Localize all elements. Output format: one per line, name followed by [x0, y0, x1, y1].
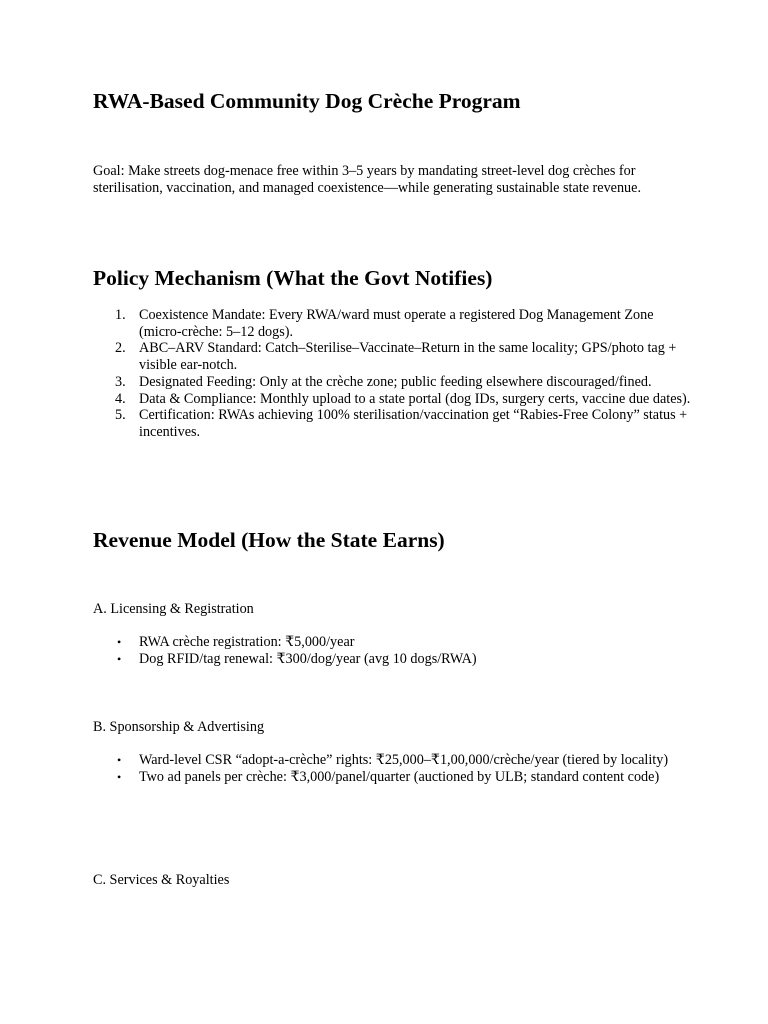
bullet-icon: • — [117, 635, 122, 649]
policy-list — [93, 307, 693, 441]
policy-item — [93, 391, 693, 408]
bullet-icon: • — [117, 753, 122, 767]
policy-item-number: 2. — [115, 340, 126, 357]
list-item-text: RWA crèche registration: ₹5,000/year — [139, 634, 355, 650]
policy-item — [93, 307, 693, 340]
list-item-text: Two ad panels per crèche: ₹3,000/panel/quarter (auctioned by ULB; standard content code) — [139, 768, 660, 785]
policy-item-number: 3. — [115, 373, 126, 390]
list-item-text: Ward-level CSR “adopt-a-crèche” rights: ₹25,000–₹1,00,000/crèche/year (tiered by locality) — [139, 752, 669, 768]
list-item — [93, 651, 693, 668]
policy-item-text: Data & Compliance: Monthly upload to a state portal (dog IDs, surgery certs, vaccine due dates). — [139, 390, 691, 407]
policy-heading: Policy Mechanism (What the Govt Notifies) — [93, 266, 493, 290]
list-item — [93, 752, 693, 769]
list-item — [93, 769, 693, 786]
licensing-subheading: A. Licensing & Registration — [93, 601, 254, 617]
revenue-heading: Revenue Model (How the State Earns) — [93, 528, 445, 552]
services-subheading: C. Services & Royalties — [93, 872, 230, 888]
policy-item-number: 4. — [115, 390, 126, 407]
bullet-icon: • — [117, 651, 122, 666]
licensing-bullet-list — [93, 634, 693, 667]
policy-item-number: 1. — [115, 307, 126, 323]
sponsorship-bullet-list — [93, 752, 693, 785]
list-item-text: Dog RFID/tag renewal: ₹300/dog/year (avg 10 dogs/RWA) — [139, 650, 477, 667]
policy-item-text: Certification: RWAs achieving 100% sterilisation/vaccination get “Rabies-Free Colony” status + incentives. — [139, 407, 688, 440]
policy-item — [93, 340, 693, 373]
policy-item-text: Coexistence Mandate: Every RWA/ward must operate a registered Dog Management Zone (micro-crèche: 5–12 dogs). — [139, 307, 654, 340]
policy-item — [93, 407, 693, 440]
list-item — [93, 634, 693, 651]
policy-item-text: ABC–ARV Standard: Catch–Sterilise–Vaccinate–Return in the same locality; GPS/photo tag + visible ear-notch. — [139, 340, 677, 374]
bullet-icon: • — [117, 769, 122, 784]
goal-paragraph: Goal: Make streets dog-menace free within 3–5 years by mandating street-level dog crèches for sterilisation, vaccination, and managed coexistence—while generating sustainable state revenue. — [93, 163, 641, 197]
policy-item — [93, 374, 693, 391]
document-title: RWA-Based Community Dog Crèche Program — [93, 89, 521, 113]
sponsorship-subheading: B. Sponsorship & Advertising — [93, 719, 265, 735]
policy-item-text: Designated Feeding: Only at the crèche zone; public feeding elsewhere discouraged/fined. — [139, 373, 652, 390]
policy-item-number: 5. — [115, 407, 126, 424]
